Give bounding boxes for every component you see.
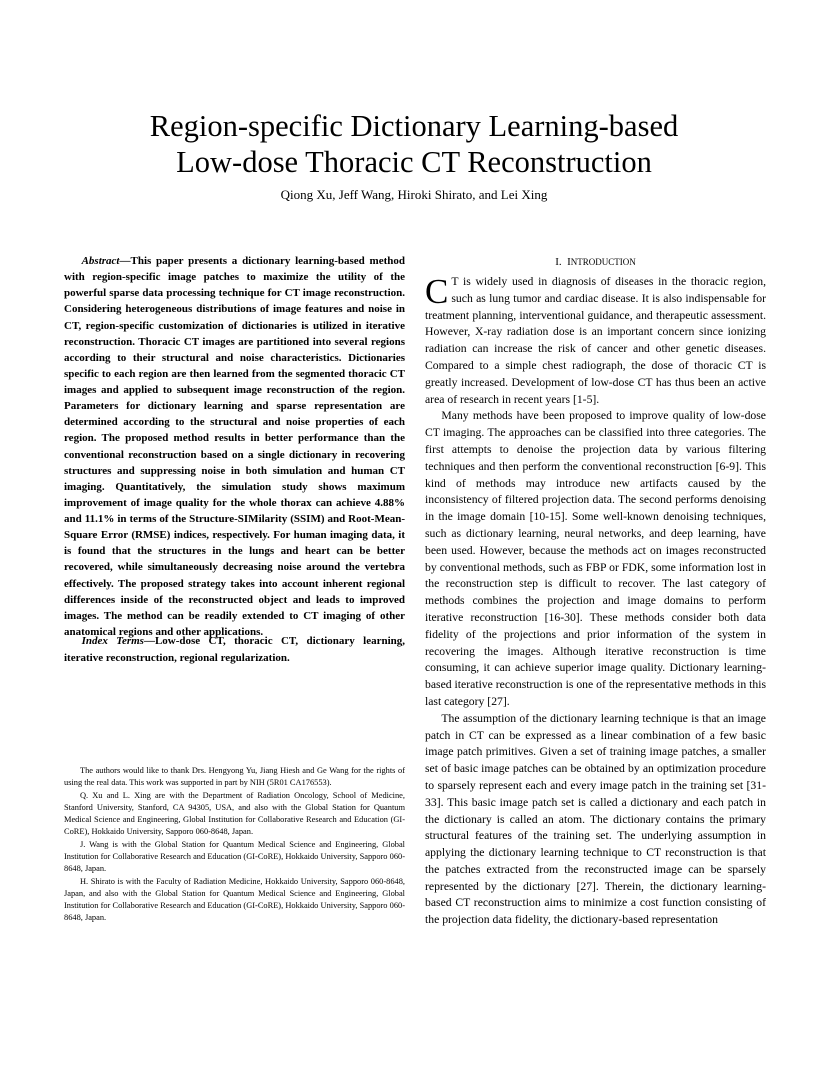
abstract-dash: — [119, 255, 131, 267]
footnote-acknowledgment: The authors would like to thank Drs. Hengyong Yu, Jiang Hiesh and Ge Wang for the rights of using the real data. This work was supported in part by NIH (5R01 CA176553). [64, 766, 405, 788]
abstract [64, 253, 405, 640]
footnote-affiliation-wang: J. Wang is with the Global Station for Quantum Medical Science and Engineering, Global Institution for Collaborative Research and Education (GI-CoRE), Hokkaido University, Sapporo 060-8648, Japan. [64, 839, 405, 874]
intro-paragraph-3: The assumption of the dictionary learning technique is that an image patch in CT can be expressed as a linear combination of a few basic image patch primitives. Given a set of training image patches, a smaller set of basic image patches can be obtained by an optimization procedure to sparsely represent each and every image patch in the training set [31-33]. This basic image patch set is called a dictionary and each patch in the dictionary is called an atom. The dictionary contains the primary structural features of the training set. The underlying assumption in applying the dictionary learning technique to CT reconstruction is that the patches extracted from the reconstructed image can be sparsely represented by the dictionary [27]. Therein, the dictionary learning-based CT reconstruction aims to minimize a cost function consisting of the projection data fidelity, the dictionary-based representation [425, 711, 766, 927]
intro-paragraph-2: Many methods have been proposed to improve quality of low-dose CT imaging. The approaches can be classified into three categories. The first attempts to denoise the projection data by various filtering techniques and then perform the conventional reconstruction [6-9]. This kind of methods may introduce new artifacts caused by the inconsistency of filtered projection data. The second performs denoising in the image domain [10-15]. Some well-known denoising techniques, such as dictionary learning, neural networks, and deep learning, have been used. However, because the methods act on images reconstructed by conventional methods, such as FBP or FDK, some information lost in the reconstruction step is difficult to recover. The last category of methods combines the projection and image domains to perform iterative reconstruction [16-30]. These methods consider both data fidelity of the projections and prior information of the system in recovering the images. Although iterative reconstruction is time consuming, it can achieve superior image quality. Dictionary learning-based iterative reconstruction is one of the representative methods in this last category [27]. [425, 409, 766, 708]
title-line-2: Low-dose Thoracic CT Reconstruction [176, 145, 652, 180]
index-terms-label: Index Terms [81, 635, 144, 647]
footnote-affiliation-xu-xing: Q. Xu and L. Xing are with the Department of Radiation Oncology, School of Medicine, Stanford University, Stanford, CA 94305, USA, and also with the Global Station for Quantum Medical Science and Engineering, Global Institution for Collaborative Research and Education (GI-CoRE), Hokkaido University, Sapporo 060-8648, Japan. [64, 790, 405, 837]
footnotes [64, 765, 405, 925]
paper-title [64, 108, 764, 180]
intro-paragraph-1 [425, 274, 766, 408]
index-terms-body: Low-dose CT, thoracic CT, dictionary learning, iterative reconstruction, regional regularization. [64, 635, 405, 664]
section-heading-rest: NTRODUCTION [570, 257, 636, 267]
author-list: Qiong Xu, Jeff Wang, Hiroki Shirato, and Lei Xing [280, 187, 548, 202]
section-heading-initial: I [567, 256, 571, 268]
introduction-section [425, 255, 766, 929]
section-numeral: I. [555, 256, 562, 268]
abstract-label: Abstract [81, 255, 120, 267]
title-line-1: Region-specific Dictionary Learning-based [149, 109, 679, 144]
abstract-body: This paper presents a dictionary learning-based method with region-specific image patches to maximize the utility of the powerful sparse data processing technique for CT image reconstruction. Considering heterogeneous distributions of image features and noise in CT, region-specific customization of dictionaries is utilized in iterative reconstruction. Thoracic CT images are partitioned into several regions according to their structural and noise characteristics. Dictionaries specific to each region are then learned from the segmented thoracic CT images and applied to subsequent image reconstruction of the region. Parameters for dictionary learning and sparse representation are determined according to the structural and noise properties of each region. The proposed method results in better performance than the conventional reconstruction based on a single dictionary in recovering structures and suppressing noise in both simulation and human CT imaging. Quantitatively, the simulation study shows maximum improvement of image quality for the whole thorax can achieve 4.88% and 11.1% in terms of the Structure-SIMilarity (SSIM) and Root-Mean-Square Error (RMSE) indices, respectively. For human imaging data, it is found that the structures in the lungs and heart can be better recovered, while simultaneously decreasing noise around the vertebra effectively. The proposed strategy takes into account inherent regional differences inside of the reconstructed object and leads to improved images. The method can be readily extended to CT imaging of other anatomical regions and other applications. [64, 255, 405, 638]
footnote-affiliation-shirato: H. Shirato is with the Faculty of Radiation Medicine, Hokkaido University, Sapporo 060-8648, Japan, and also with the Global Station for Quantum Medical Science and Engineering, Global Institution for Collaborative Research and Education (GI-CoRE), Hokkaido University, Sapporo 060-8648, Japan. [64, 876, 405, 923]
drop-cap: C [425, 272, 449, 311]
index-terms [64, 633, 405, 666]
intro-paragraph-1-text: T is widely used in diagnosis of diseases in the thoracic region, such as lung tumor and cardiac disease. It is also indispensable for treatment planning, interventional guidance, and therapeutic assessment. However, X-ray radiation dose is an important concern since ionizing radiation can increase the risk of cancer and other genetic diseases. Compared to a simple chest radiograph, the dose of thoracic CT is greatly increased. Development of low-dose CT has thus been an active area of research in recent years [1-5]. [425, 275, 766, 406]
index-terms-dash: — [143, 635, 155, 647]
section-heading [425, 255, 766, 269]
